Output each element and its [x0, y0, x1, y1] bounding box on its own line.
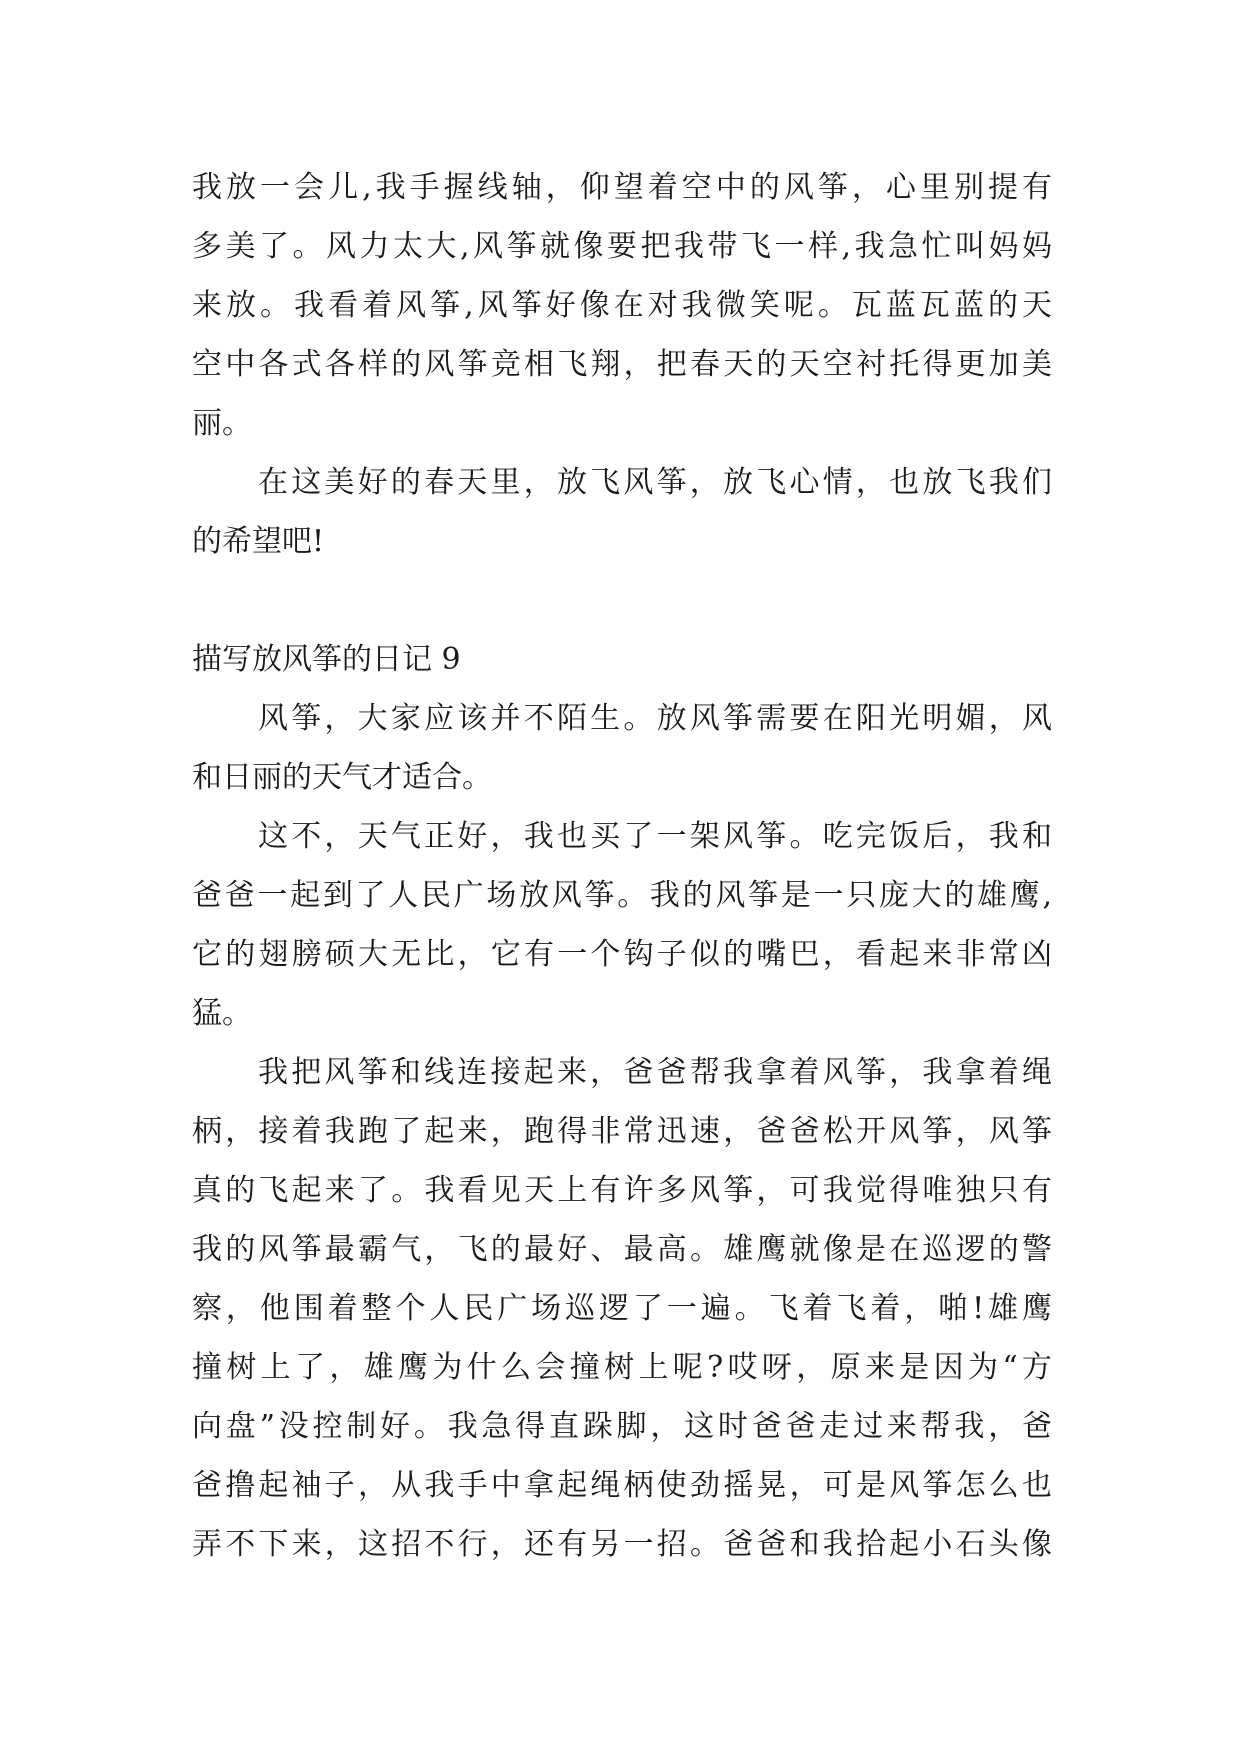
text-line: 这不，天气正好，我也买了一架风筝。吃完饭后，我和	[258, 819, 1052, 854]
text-line: 它的翅膀硕大无比，它有一个钩子似的嘴巴，看起来非常凶	[192, 937, 1052, 972]
paragraph-5	[192, 1043, 1052, 1574]
section-heading: 描写放风筝的日记 9	[192, 642, 461, 677]
text-line: 空中各式各样的风筝竞相飞翔，把春天的天空衬托得更加美	[192, 347, 1052, 382]
text-line: 我放一会儿,我手握线轴，仰望着空中的风筝，心里别提有	[192, 170, 1052, 205]
paragraph-4	[192, 807, 1052, 1043]
text-line: 来放。我看着风筝,风筝好像在对我微笑呢。瓦蓝瓦蓝的天	[192, 288, 1052, 323]
paragraph-2	[192, 453, 1052, 571]
paragraph-1	[192, 158, 1052, 453]
document-body	[192, 158, 1052, 1574]
text-line: 丽。	[192, 406, 252, 441]
text-line: 猛。	[192, 996, 252, 1031]
text-line: 弄不下来，这招不行，还有另一招。爸爸和我拾起小石头像	[192, 1527, 1052, 1562]
text-line: 撞树上了，雄鹰为什么会撞树上呢?哎呀，原来是因为“方	[192, 1350, 1052, 1385]
text-line: 我把风筝和线连接起来，爸爸帮我拿着风筝，我拿着绳	[258, 1055, 1052, 1090]
text-line: 察，他围着整个人民广场巡逻了一遍。飞着飞着，啪!雄鹰	[192, 1291, 1052, 1326]
text-line: 在这美好的春天里，放飞风筝，放飞心情，也放飞我们	[258, 465, 1052, 500]
text-line: 和日丽的天气才适合。	[192, 760, 492, 795]
text-line: 爸撸起袖子，从我手中拿起绳柄使劲摇晃，可是风筝怎么也	[192, 1468, 1052, 1503]
text-line: 真的飞起来了。我看见天上有许多风筝，可我觉得唯独只有	[192, 1173, 1052, 1208]
section-gap	[192, 571, 1052, 630]
text-line: 的希望吧!	[192, 524, 325, 559]
paragraph-3	[192, 689, 1052, 807]
text-line: 柄，接着我跑了起来，跑得非常迅速，爸爸松开风筝，风筝	[192, 1114, 1052, 1149]
text-line: 多美了。风力太大,风筝就像要把我带飞一样,我急忙叫妈妈	[192, 229, 1052, 264]
text-line: 向盘”没控制好。我急得直跺脚，这时爸爸走过来帮我，爸	[192, 1409, 1052, 1444]
text-line: 我的风筝最霸气，飞的最好、最高。雄鹰就像是在巡逻的警	[192, 1232, 1052, 1267]
text-line: 风筝，大家应该并不陌生。放风筝需要在阳光明媚，风	[258, 701, 1052, 736]
text-line: 爸爸一起到了人民广场放风筝。我的风筝是一只庞大的雄鹰,	[192, 878, 1052, 913]
